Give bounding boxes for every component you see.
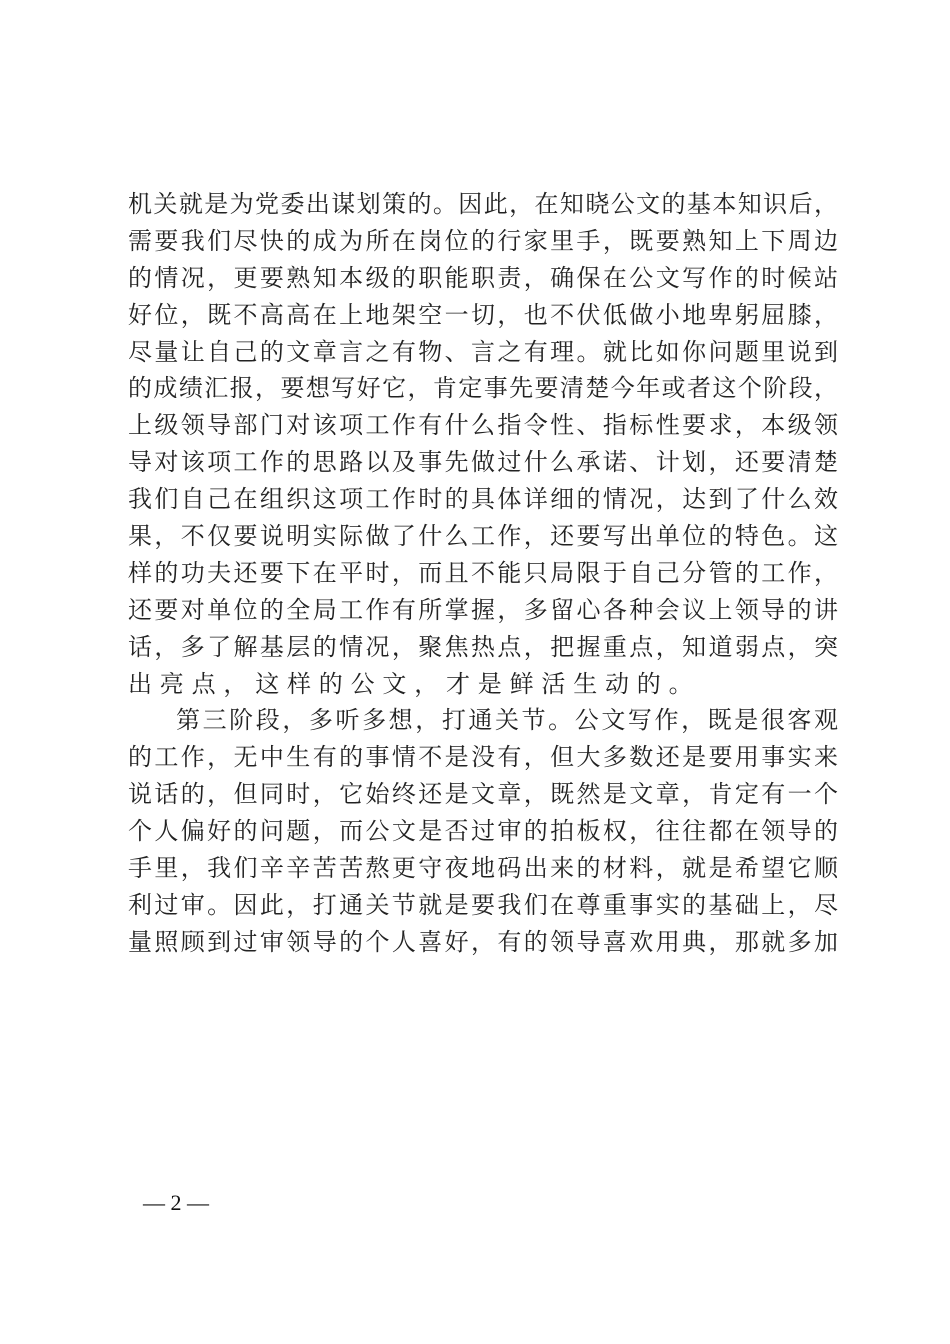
text-line: 我们自己在组织这项工作时的具体详细的情况，达到了什么效 (128, 485, 838, 514)
text-line: 说话的，但同时，它始终还是文章，既然是文章，肯定有一个 (128, 780, 838, 809)
text-line: 机关就是为党委出谋划策的。因此，在知晓公文的基本知识后， (128, 190, 838, 218)
text-line: 还要对单位的全局工作有所掌握，多留心各种会议上领导的讲 (128, 595, 838, 624)
text-line: 手里，我们辛辛苦苦熬更守夜地码出来的材料，就是希望它顺 (128, 854, 838, 883)
text-line: 果，不仅要说明实际做了什么工作，还要写出单位的特色。这 (128, 522, 838, 551)
text-line: 的情况，更要熟知本级的职能职责，确保在公文写作的时候站 (128, 263, 838, 292)
paragraph-start-line: 第三阶段，多听多想，打通关节。公文写作，既是很客观 (176, 706, 838, 735)
body-text (128, 186, 838, 961)
text-line: 需要我们尽快的成为所在岗位的行家里手，既要熟知上下周边 (128, 226, 838, 255)
text-line: 的工作，无中生有的事情不是没有，但大多数还是要用事实来 (128, 743, 838, 772)
text-line: 利过审。因此，打通关节就是要我们在尊重事实的基础上，尽 (128, 890, 838, 919)
text-line: 导对该项工作的思路以及事先做过什么承诺、计划，还要清楚 (128, 448, 838, 477)
text-line: 尽量让自己的文章言之有物、言之有理。就比如你问题里说到 (128, 337, 838, 366)
text-line: 个人偏好的问题，而公文是否过审的拍板权，往往都在领导的 (128, 817, 838, 846)
text-line: 样的功夫还要下在平时，而且不能只局限于自己分管的工作， (128, 558, 838, 587)
text-line: 好位，既不高高在上地架空一切，也不伏低做小地卑躬屈膝， (128, 300, 838, 329)
text-line: 话，多了解基层的情况，聚焦热点，把握重点，知道弱点，突 (128, 632, 838, 661)
page-number: — 2 — (143, 1190, 209, 1215)
paragraph-end-line: 出亮点，这样的公文，才是鲜活生动的。 (128, 669, 701, 698)
text-line: 上级领导部门对该项工作有什么指令性、指标性要求，本级领 (128, 411, 838, 440)
text-line: 的成绩汇报，要想写好它，肯定事先要清楚今年或者这个阶段， (128, 374, 838, 403)
text-line: 量照顾到过审领导的个人喜好，有的领导喜欢用典，那就多加 (128, 927, 838, 956)
